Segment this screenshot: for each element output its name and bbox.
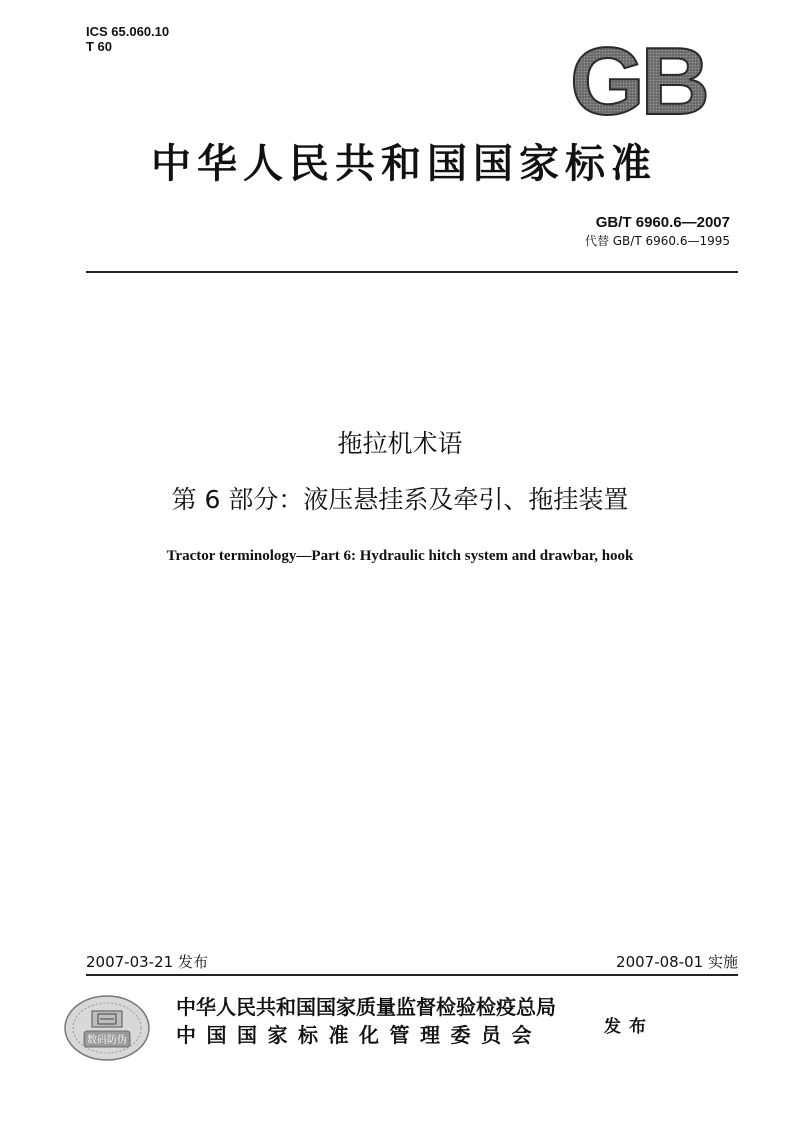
classification-codes <box>86 24 169 54</box>
gb-logo-text: GB <box>570 40 706 120</box>
gb-logo <box>538 40 738 120</box>
standard-type-title: 中华人民共和国国家标准 <box>151 140 657 187</box>
document-title: 拖拉机术语 <box>337 429 463 458</box>
english-title: Tractor terminology—Part 6: Hydraulic hitch system and drawbar, hook <box>166 548 634 564</box>
publish-label: 发布 <box>604 1017 654 1037</box>
issuer-sac: 中国国家标准化管理委员会 <box>176 1023 542 1047</box>
top-divider <box>86 271 738 273</box>
issuing-authorities <box>176 993 556 1049</box>
document-subtitle: 第 6 部分：液压悬挂系及牵引、拖挂装置 <box>171 485 629 514</box>
bottom-divider <box>86 974 738 976</box>
implementation-date: 2007-08-01 实施 <box>616 953 738 971</box>
category-code: T 60 <box>86 39 113 54</box>
replaces-standard: 代替 GB/T 6960.6—1995 <box>584 234 730 248</box>
seal-text: 数码防伪 <box>87 1035 127 1046</box>
issuer-aqsiq: 中华人民共和国国家质量监督检验检疫总局 <box>176 995 556 1019</box>
anti-counterfeit-seal-icon <box>62 993 152 1063</box>
standard-number: GB/T 6960.6—2007 <box>595 214 730 231</box>
issue-date: 2007-03-21 发布 <box>86 953 208 971</box>
ics-code: ICS 65.060.10 <box>86 24 170 39</box>
